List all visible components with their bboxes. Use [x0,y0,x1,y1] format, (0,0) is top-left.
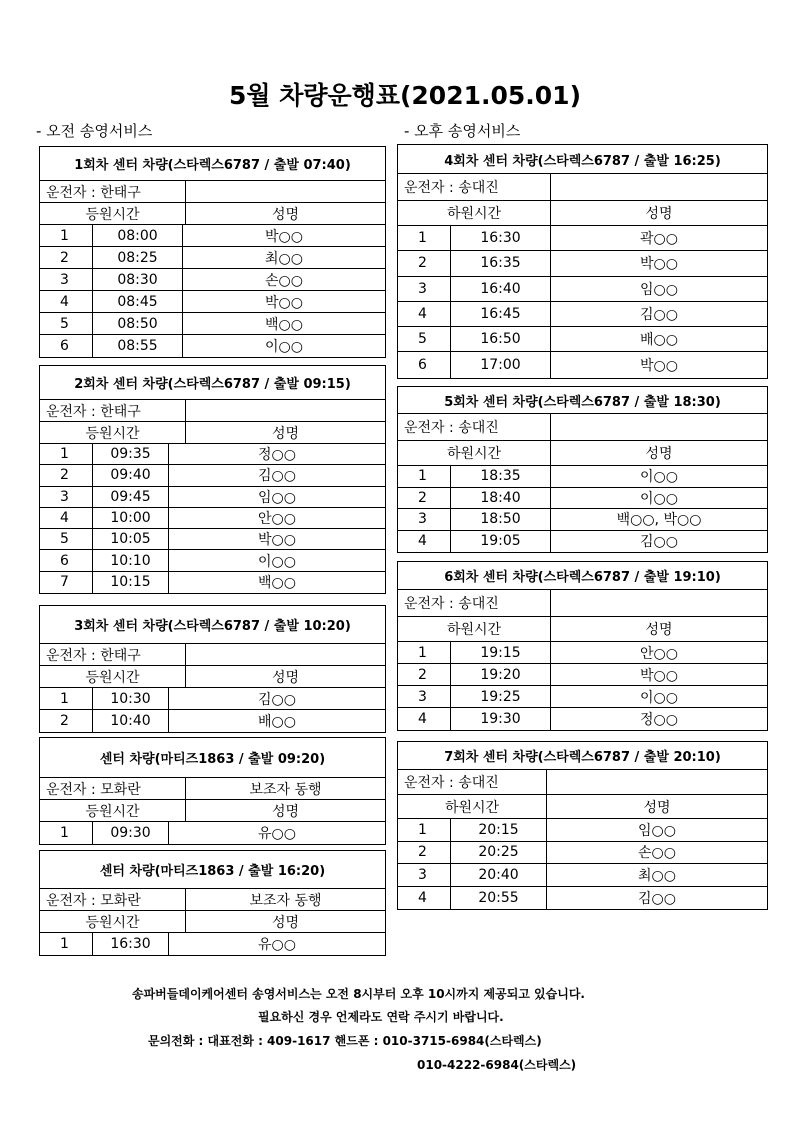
table-row [40,508,385,529]
column-header-row [40,800,385,822]
table-row [40,291,385,313]
pickup-time: 18:35 [450,466,550,487]
row-number: 2 [418,844,427,861]
row-number: 1 [60,227,69,244]
row-number: 2 [418,489,427,506]
schedule-header: 센터 차량(마티즈1863 / 출발 16:20) [40,851,385,889]
driver-row [398,414,767,441]
assistant-note: 보조자 동행 [185,778,385,799]
name-column-label: 성명 [550,617,767,641]
name-column-label: 성명 [185,666,385,687]
row-number: 3 [418,280,427,297]
table-row [398,226,767,251]
pickup-time: 19:20 [450,664,550,685]
row-number: 4 [418,533,427,550]
pickup-time: 19:30 [450,708,550,730]
pickup-time: 20:55 [450,887,546,910]
table-row [40,529,385,550]
assistant-note [550,590,767,616]
table-row [398,277,767,302]
row-number: 2 [60,467,69,484]
row-number: 3 [418,866,427,883]
row-number: 6 [60,552,69,569]
schedule-header: 센터 차량(마티즈1863 / 출발 09:20) [40,738,385,778]
row-number: 1 [418,821,427,838]
pickup-time: 09:40 [92,465,168,485]
schedule-header: 4회차 센터 차량(스타렉스6787 / 출발 16:25) [398,145,767,174]
pickup-time: 08:45 [92,291,182,312]
table-row [398,664,767,686]
row-number: 5 [418,331,427,348]
passenger-name: 백○○ [168,572,385,593]
table-row [398,352,767,377]
pickup-time: 09:30 [92,822,168,844]
pickup-time: 16:40 [450,277,550,301]
passenger-name: 박○○ [550,664,767,685]
pickup-time: 16:45 [450,302,550,326]
driver-row [398,770,767,795]
passenger-name: 최○○ [182,247,385,268]
table-row [40,688,385,710]
row-number: 1 [60,936,69,952]
schedule-table [39,365,386,594]
pickup-time: 08:50 [92,313,182,334]
time-column-label: 등원시간 [85,669,140,686]
passenger-name: 임○○ [168,487,385,507]
passenger-name: 백○○ [182,313,385,334]
table-row [40,225,385,247]
time-column-label: 등원시간 [85,206,140,223]
name-column-label: 성명 [185,203,385,224]
column-header-row [40,422,385,444]
assistant-note [185,400,385,421]
name-column-label: 성명 [185,800,385,821]
row-number: 2 [418,255,427,272]
name-column-label: 성명 [185,911,385,932]
passenger-name: 박○○ [550,251,767,275]
pickup-time: 08:25 [92,247,182,268]
row-number: 5 [60,531,69,548]
row-number: 1 [418,468,427,485]
driver-name: 운전자 : 한태구 [46,647,141,664]
pickup-time: 18:50 [450,509,550,530]
table-row [40,487,385,508]
passenger-name: 안○○ [550,642,767,663]
table-row [398,864,767,887]
pickup-time: 10:10 [92,550,168,570]
driver-name: 운전자 : 송대진 [404,420,499,436]
table-row [40,444,385,465]
passenger-name: 유○○ [168,933,385,955]
passenger-name: 최○○ [546,864,767,886]
schedule-header: 7회차 센터 차량(스타렉스6787 / 출발 20:10) [398,742,767,770]
schedule-header: 2회차 센터 차량(스타렉스6787 / 출발 09:15) [40,366,385,400]
driver-row [40,644,385,666]
passenger-name: 이○○ [168,550,385,570]
schedule-table [397,561,768,731]
section-am-label: - 오전 송영서비스 [36,122,153,140]
driver-name: 운전자 : 모화란 [46,781,141,798]
passenger-name: 김○○ [550,531,767,553]
passenger-name: 박○○ [182,225,385,246]
pickup-time: 10:05 [92,529,168,549]
column-header-row [40,911,385,933]
passenger-name: 백○○, 박○○ [550,509,767,530]
passenger-name: 김○○ [168,688,385,709]
column-header-row [398,617,767,642]
pickup-time: 20:25 [450,842,546,864]
table-row [398,509,767,531]
pickup-time: 10:00 [92,508,168,528]
driver-row [398,590,767,617]
assistant-note [546,770,767,794]
driver-name: 운전자 : 송대진 [404,775,499,791]
passenger-name: 정○○ [550,708,767,730]
row-number: 4 [60,510,69,527]
row-number: 1 [60,690,69,707]
table-row [398,686,767,708]
pickup-time: 16:35 [450,251,550,275]
column-header-row [398,201,767,226]
passenger-name: 김○○ [550,302,767,326]
driver-name: 운전자 : 모화란 [46,892,141,909]
time-column-label: 등원시간 [85,803,140,820]
column-header-row [40,203,385,225]
row-number: 6 [60,338,69,354]
row-number: 3 [418,688,427,705]
schedule-header: 6회차 센터 차량(스타렉스6787 / 출발 19:10) [398,562,767,590]
driver-row [40,181,385,203]
table-row [398,327,767,352]
driver-name: 운전자 : 한태구 [46,184,141,201]
passenger-name: 이○○ [550,488,767,509]
pickup-time: 08:00 [92,225,182,246]
table-row [398,488,767,510]
pickup-time: 09:45 [92,487,168,507]
passenger-name: 박○○ [168,529,385,549]
passenger-name: 손○○ [182,269,385,290]
name-column-label: 성명 [185,422,385,443]
pickup-time: 10:30 [92,688,168,709]
time-column-label: 등원시간 [85,914,140,931]
passenger-name: 이○○ [550,466,767,487]
schedule-header: 3회차 센터 차량(스타렉스6787 / 출발 10:20) [40,606,385,644]
section-pm-label: - 오후 송영서비스 [404,122,521,140]
passenger-name: 안○○ [168,508,385,528]
pickup-time: 10:40 [92,710,168,732]
table-row [40,822,385,844]
schedule-table [39,605,386,733]
row-number: 2 [60,713,69,729]
pickup-time: 09:35 [92,444,168,464]
name-column-label: 성명 [550,201,767,225]
name-column-label: 성명 [550,441,767,465]
passenger-name: 유○○ [168,822,385,844]
row-number: 2 [60,249,69,266]
pickup-time: 10:15 [92,572,168,593]
assistant-note: 보조자 동행 [185,889,385,910]
driver-row [40,778,385,800]
table-row [40,247,385,269]
pickup-time: 08:55 [92,335,182,357]
footer-contact-request: 필요하신 경우 언제라도 연락 주시기 바랍니다. [258,1010,504,1024]
row-number: 3 [60,271,69,288]
column-header-row [398,441,767,466]
table-row [398,708,767,730]
passenger-name: 이○○ [550,686,767,707]
row-number: 4 [60,293,69,310]
row-number: 1 [60,446,69,463]
footer-service-hours: 송파버들데이케어센터 송영서비스는 오전 8시부터 오후 10시까지 제공되고 있습니다. [132,987,585,1001]
row-number: 4 [418,711,427,727]
pickup-time: 16:50 [450,327,550,351]
table-row [40,933,385,955]
passenger-name: 임○○ [550,277,767,301]
driver-row [398,174,767,201]
table-row [40,710,385,732]
pickup-time: 16:30 [92,933,168,955]
table-row [398,251,767,276]
schedule-table [397,144,768,379]
time-column-label: 등원시간 [85,425,140,442]
row-number: 3 [60,488,69,505]
driver-name: 운전자 : 송대진 [404,180,499,196]
assistant-note [550,174,767,200]
table-row [40,335,385,357]
table-row [40,269,385,291]
assistant-note [550,414,767,440]
row-number: 1 [418,230,427,247]
schedule-table [39,146,386,358]
row-number: 4 [418,889,427,906]
table-row [398,819,767,842]
passenger-name: 손○○ [546,842,767,864]
table-row [40,572,385,593]
pickup-time: 20:40 [450,864,546,886]
schedule-header: 1회차 센터 차량(스타렉스6787 / 출발 07:40) [40,147,385,181]
passenger-name: 임○○ [546,819,767,841]
time-column-label: 하원시간 [446,446,502,462]
passenger-name: 이○○ [182,335,385,357]
assistant-note [185,644,385,665]
schedule-header: 5회차 센터 차량(스타렉스6787 / 출발 18:30) [398,387,767,414]
row-number: 1 [418,644,427,661]
pickup-time: 19:05 [450,531,550,553]
table-row [40,465,385,486]
column-header-row [40,666,385,688]
schedule-table [397,386,768,553]
row-number: 4 [418,306,427,323]
pickup-time: 17:00 [450,352,550,377]
row-number: 5 [60,315,69,332]
row-number: 1 [60,825,69,841]
table-row [398,302,767,327]
driver-row [40,400,385,422]
footer-phone-numbers: 문의전화 : 대표전화 : 409-1617 핸드폰 : 010-3715-6984(스타렉스) [148,1034,542,1048]
table-row [398,466,767,488]
driver-name: 운전자 : 한태구 [46,403,141,420]
footer-phone-secondary: 010-4222-6984(스타렉스) [417,1058,577,1072]
time-column-label: 하원시간 [444,799,500,816]
table-row [40,313,385,335]
table-row [398,887,767,910]
passenger-name: 곽○○ [550,226,767,250]
passenger-name: 김○○ [168,465,385,485]
passenger-name: 정○○ [168,444,385,464]
row-number: 2 [418,666,427,683]
driver-row [40,889,385,911]
passenger-name: 배○○ [550,327,767,351]
row-number: 3 [418,511,427,528]
row-number: 7 [60,574,69,591]
pickup-time: 18:40 [450,488,550,509]
time-column-label: 하원시간 [446,622,502,638]
passenger-name: 박○○ [550,352,767,377]
name-column-label: 성명 [546,795,767,818]
assistant-note [185,181,385,202]
table-row [398,842,767,865]
time-column-label: 하원시간 [446,206,502,222]
table-row [398,531,767,553]
passenger-name: 박○○ [182,291,385,312]
table-row [40,550,385,571]
pickup-time: 19:15 [450,642,550,663]
driver-name: 운전자 : 송대진 [404,596,499,612]
schedule-table [39,850,386,956]
page-title: 5월 차량운행표(2021.05.01) [228,81,581,110]
table-row [398,642,767,664]
passenger-name: 김○○ [546,887,767,910]
schedule-table [397,741,768,910]
pickup-time: 16:30 [450,226,550,250]
schedule-table [39,737,386,845]
passenger-name: 배○○ [168,710,385,732]
pickup-time: 19:25 [450,686,550,707]
pickup-time: 20:15 [450,819,546,841]
row-number: 6 [418,357,427,374]
pickup-time: 08:30 [92,269,182,290]
column-header-row [398,795,767,819]
